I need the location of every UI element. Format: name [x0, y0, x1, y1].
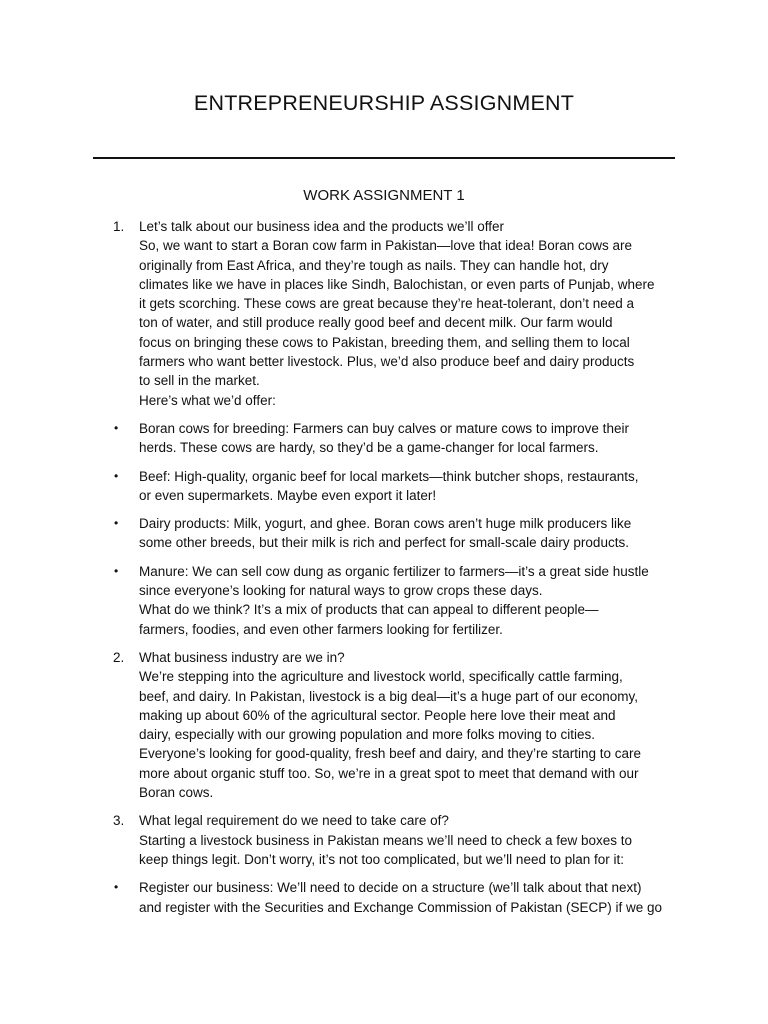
text-line: Boran cows for breeding: Farmers can buy calves or mature cows to improve their — [139, 420, 629, 436]
text-line: So, we want to start a Boran cow farm in Pakistan—love that idea! Boran cows are — [139, 238, 632, 254]
text-line: climates like we have in places like Sindh, Balochistan, or even parts of Punjab, where — [139, 276, 655, 292]
text-line: Boran cows. — [139, 785, 214, 801]
bullet-marker: • — [114, 563, 119, 578]
text-line: keep things legit. Don’t worry, it’s not too complicated, but we’ll need to plan for it: — [139, 851, 625, 867]
text-line: Manure: We can sell cow dung as organic fertilizer to farmers—it’s a great side hustle — [139, 563, 649, 579]
text-line: farmers, foodies, and even other farmers looking for fertilizer. — [139, 621, 503, 637]
bullet-marker: • — [114, 880, 119, 895]
bullet-list-item — [0, 514, 768, 553]
bullet-list-item — [0, 419, 768, 458]
document-body — [0, 217, 768, 926]
bullet-marker: • — [114, 420, 119, 435]
text-line: more about organic stuff too. So, we’re in a great spot to meet that demand with our — [139, 765, 639, 781]
numbered-list-item — [0, 811, 768, 869]
list-number: 1. — [113, 219, 125, 234]
text-line: making up about 60% of the agricultural sector. People here love their meat and — [139, 707, 616, 723]
bullet-marker: • — [114, 516, 119, 531]
text-line: We’re stepping into the agriculture and livestock world, specifically cattle farming, — [139, 669, 623, 685]
list-number: 2. — [113, 649, 125, 665]
text-line: it gets scorching. These cows are great because they’re heat-tolerant, don’t need a — [139, 296, 635, 312]
title-divider — [93, 157, 675, 159]
text-line: ton of water, and still produce really good beef and decent milk. Our farm would — [139, 315, 613, 331]
text-line: herds. These cows are hardy, so they’d be a game-changer for local farmers. — [139, 440, 599, 456]
list-number: 3. — [113, 813, 125, 829]
text-line: dairy, especially with our growing population and more folks moving to cities. — [139, 727, 595, 743]
bullet-marker: • — [114, 468, 119, 483]
bullet-list-item — [0, 878, 768, 917]
text-line: Let’s talk about our business idea and the products we’ll offer — [139, 219, 504, 234]
numbered-list-item — [0, 648, 768, 802]
text-line: focus on bringing these cows to Pakistan, breeding them, and selling them to local — [139, 334, 630, 350]
numbered-list-item — [0, 217, 768, 410]
text-line: farmers who want better livestock. Plus, we’d also produce beef and dairy products — [139, 354, 635, 370]
text-line: some other breeds, but their milk is rich and perfect for small-scale dairy products. — [139, 535, 629, 551]
bullet-list-item — [0, 562, 768, 639]
document-title: ENTREPRENEURSHIP ASSIGNMENT — [193, 91, 575, 115]
text-line: Dairy products: Milk, yogurt, and ghee. Boran cows aren’t huge milk producers like — [139, 516, 632, 532]
text-line: What do we think? It’s a mix of products that can appeal to different people— — [139, 602, 599, 618]
text-line: Starting a livestock business in Pakistan means we’ll need to check a few boxes to — [139, 832, 633, 848]
text-line: and register with the Securities and Exchange Commission of Pakistan (SECP) if we go — [139, 899, 662, 915]
bullet-list-item — [0, 467, 768, 506]
text-line: Register our business: We’ll need to decide on a structure (we’ll talk about that next) — [139, 880, 642, 896]
text-line: beef, and dairy. In Pakistan, livestock is a big deal—it’s a huge part of our economy, — [139, 688, 639, 704]
text-line: since everyone’s looking for natural ways to grow crops these days. — [139, 583, 543, 599]
text-line: Beef: High-quality, organic beef for local markets—think butcher shops, restaurants, — [139, 468, 639, 484]
text-line: What business industry are we in? — [139, 649, 345, 665]
text-line: or even supermarkets. Maybe even export it later! — [139, 487, 437, 503]
document-subtitle: WORK ASSIGNMENT 1 — [303, 187, 465, 204]
text-line: Here’s what we’d offer: — [139, 392, 276, 408]
text-line: originally from East Africa, and they’re tough as nails. They can handle hot, dry — [139, 257, 609, 273]
text-line: What legal requirement do we need to take care of? — [139, 813, 449, 829]
text-line: to sell in the market. — [139, 373, 260, 389]
text-line: Everyone’s looking for good-quality, fresh beef and dairy, and they’re starting to care — [139, 746, 642, 762]
